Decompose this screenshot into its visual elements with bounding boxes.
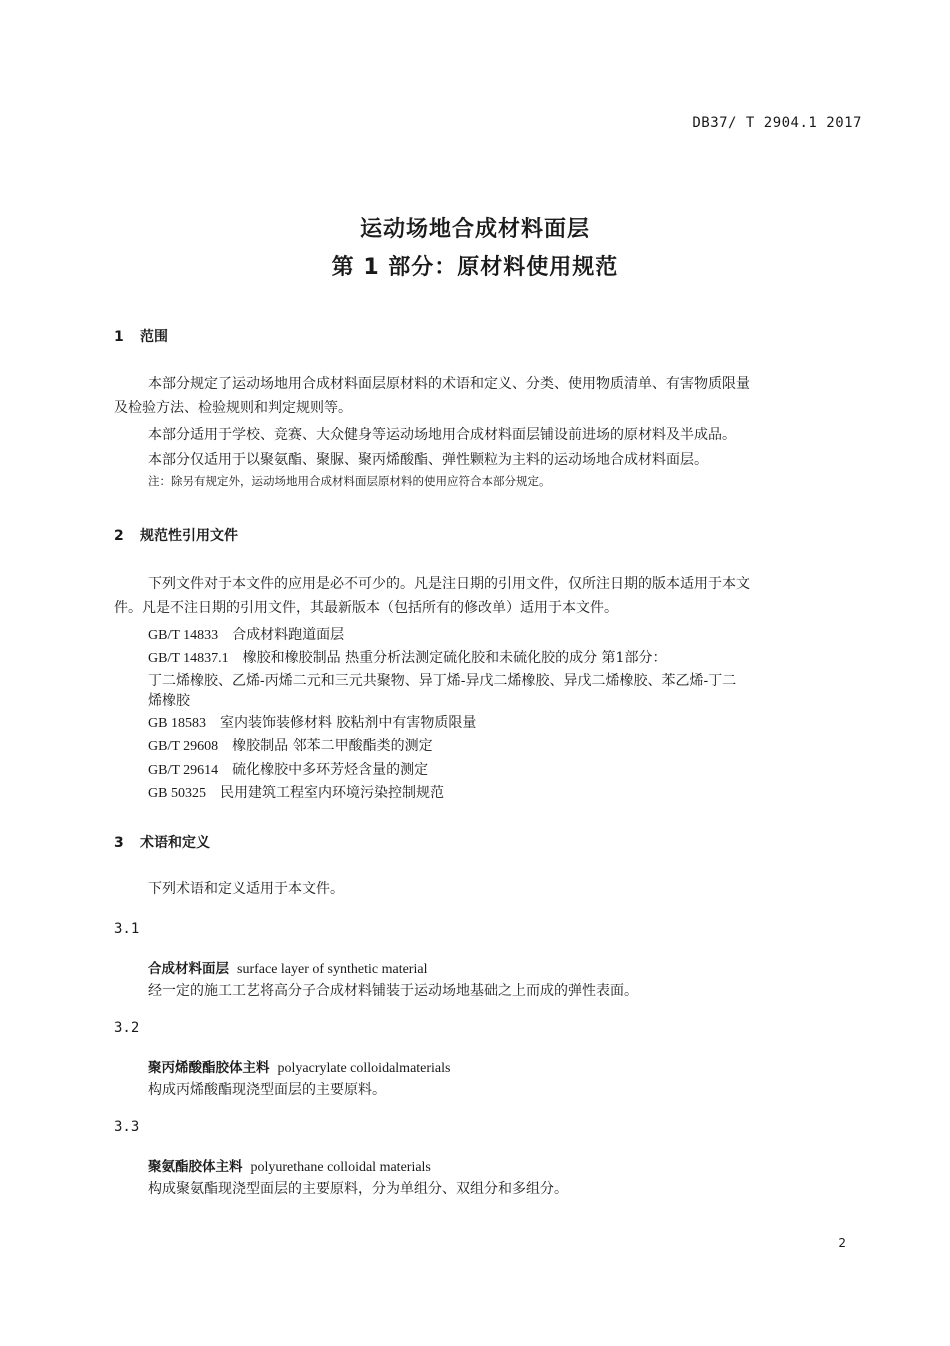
term-entry xyxy=(148,1056,450,1077)
reference-title: 橡胶制品 邻苯二甲酸酯类的测定 xyxy=(232,738,433,754)
section-title: 范围 xyxy=(140,329,168,345)
reference-item xyxy=(148,712,476,732)
section-number: 3 xyxy=(114,835,124,851)
term-chinese: 合成材料面层 xyxy=(148,961,229,977)
section-heading-terms xyxy=(114,832,210,852)
reference-title: 室内装饰装修材料 胶粘剂中有害物质限量 xyxy=(219,715,477,731)
reference-item xyxy=(148,782,444,802)
clause-number: 3.2 xyxy=(114,1020,140,1036)
document-title: 运动场地合成材料面层 xyxy=(359,217,590,242)
term-chinese: 聚丙烯酸酯胶体主料 xyxy=(148,1060,270,1076)
clause-number: 3.3 xyxy=(114,1119,140,1135)
paragraph: 本部分仅适用于以聚氨酯、聚脲、聚丙烯酸酯、弹性颗粒为主料的运动场地合成材料面层。 xyxy=(148,452,708,468)
reference-code: GB/T 14837.1 xyxy=(148,651,229,666)
term-chinese: 聚氨酯胶体主料 xyxy=(148,1159,243,1175)
paragraph: 下列术语和定义适用于本文件。 xyxy=(148,881,344,897)
paragraph-continuation: 及检验方法、检验规则和判定规则等。 xyxy=(114,400,352,416)
clause-number: 3.1 xyxy=(114,921,140,937)
section-number: 2 xyxy=(114,528,124,544)
reference-item xyxy=(148,624,344,644)
term-english: polyurethane colloidal materials xyxy=(250,1160,431,1175)
section-title: 规范性引用文件 xyxy=(140,528,238,544)
term-entry xyxy=(148,957,427,978)
reference-title: 合成材料跑道面层 xyxy=(232,627,345,643)
document-subtitle: 第 1 部分：原材料使用规范 xyxy=(331,255,619,280)
section-title: 术语和定义 xyxy=(140,835,210,851)
reference-title: 橡胶和橡胶制品 热重分析法测定硫化胶和未硫化胶的成分 第1部分： xyxy=(242,650,667,666)
term-definition: 构成聚氨酯现浇型面层的主要原料，分为单组分、双组分和多组分。 xyxy=(148,1181,568,1197)
term-english: surface layer of synthetic material xyxy=(237,962,428,977)
reference-continuation: 丁二烯橡胶、乙烯-丙烯二元和三元共聚物、异丁烯-异戊二烯橡胶、异戊二烯橡胶、苯乙烯-丁二 xyxy=(148,673,737,689)
reference-title: 硫化橡胶中多环芳烃含量的测定 xyxy=(232,762,429,778)
reference-item xyxy=(148,759,428,779)
section-heading-normative xyxy=(114,525,238,545)
standard-code: DB37/ T 2904.1 2017 xyxy=(692,115,862,131)
section-number: 1 xyxy=(114,329,124,345)
paragraph: 本部分适用于学校、竞赛、大众健身等运动场地用合成材料面层铺设前进场的原材料及半成品。 xyxy=(148,427,736,443)
reference-title: 民用建筑工程室内环境污染控制规范 xyxy=(219,785,444,801)
paragraph-continuation: 件。凡是不注日期的引用文件，其最新版本（包括所有的修改单）适用于本文件。 xyxy=(114,600,618,616)
reference-code: GB/T 29614 xyxy=(148,763,219,778)
reference-code: GB/T 29608 xyxy=(148,739,219,754)
term-definition: 构成丙烯酸酯现浇型面层的主要原料。 xyxy=(148,1082,386,1098)
reference-item xyxy=(148,735,433,755)
note: 注：除另有规定外，运动场地用合成材料面层原材料的使用应符合本部分规定。 xyxy=(148,474,551,488)
term-entry xyxy=(148,1155,431,1176)
reference-code: GB 50325 xyxy=(148,786,206,801)
reference-item xyxy=(148,647,666,667)
page-number: 2 xyxy=(838,1236,846,1250)
reference-code: GB/T 14833 xyxy=(148,628,219,643)
term-definition: 经一定的施工工艺将高分子合成材料铺装于运动场地基础之上而成的弹性表面。 xyxy=(148,983,638,999)
reference-code: GB 18583 xyxy=(148,716,206,731)
term-english: polyacrylate colloidalmaterials xyxy=(277,1061,451,1076)
reference-continuation: 烯橡胶 xyxy=(148,693,190,709)
paragraph: 下列文件对于本文件的应用是必不可少的。凡是注日期的引用文件，仅所注日期的版本适用于本文 xyxy=(148,576,750,592)
section-heading-scope xyxy=(114,326,168,346)
paragraph: 本部分规定了运动场地用合成材料面层原材料的术语和定义、分类、使用物质清单、有害物质限量 xyxy=(148,376,750,392)
